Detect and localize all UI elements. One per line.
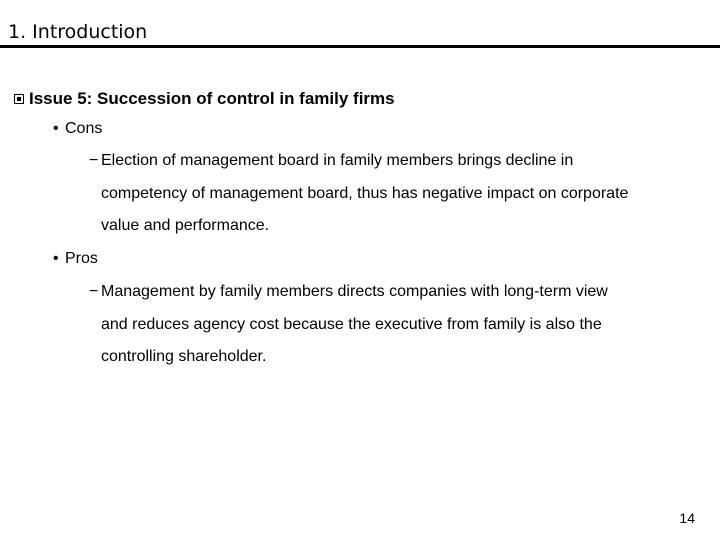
cons-line-1-text: Election of management board in family members brings decline in — [101, 152, 574, 169]
pros-line-2: and reduces agency cost because the executive from family is also the — [101, 315, 602, 333]
page-number: 14 — [679, 510, 695, 526]
issue-heading — [14, 87, 395, 111]
pros-detail — [89, 276, 704, 374]
cons-line-2: competency of management board, thus has negative impact on corporate — [101, 184, 629, 202]
dash-icon: − — [89, 283, 99, 300]
pros-line-1-text: Management by family members directs companies with long-term view — [101, 283, 608, 300]
cons-detail — [89, 145, 704, 243]
dash-icon: − — [89, 152, 99, 169]
issue-text: Issue 5: Succession of control in family firms — [29, 89, 395, 108]
bullet-pros — [53, 247, 98, 271]
square-bullet-icon — [14, 94, 24, 104]
bullet-label-cons: Cons — [65, 120, 103, 137]
bullet-cons — [53, 117, 102, 141]
pros-line-1 — [89, 276, 704, 309]
bullet-dot-icon: • — [53, 120, 59, 137]
slide-title: 1. Introduction — [8, 21, 148, 43]
pros-line-3: controlling shareholder. — [101, 348, 267, 365]
title-divider — [0, 45, 720, 48]
cons-line-1 — [89, 145, 704, 178]
cons-line-3: value and performance. — [101, 217, 270, 234]
bullet-label-pros: Pros — [65, 250, 98, 267]
bullet-dot-icon: • — [53, 250, 59, 267]
